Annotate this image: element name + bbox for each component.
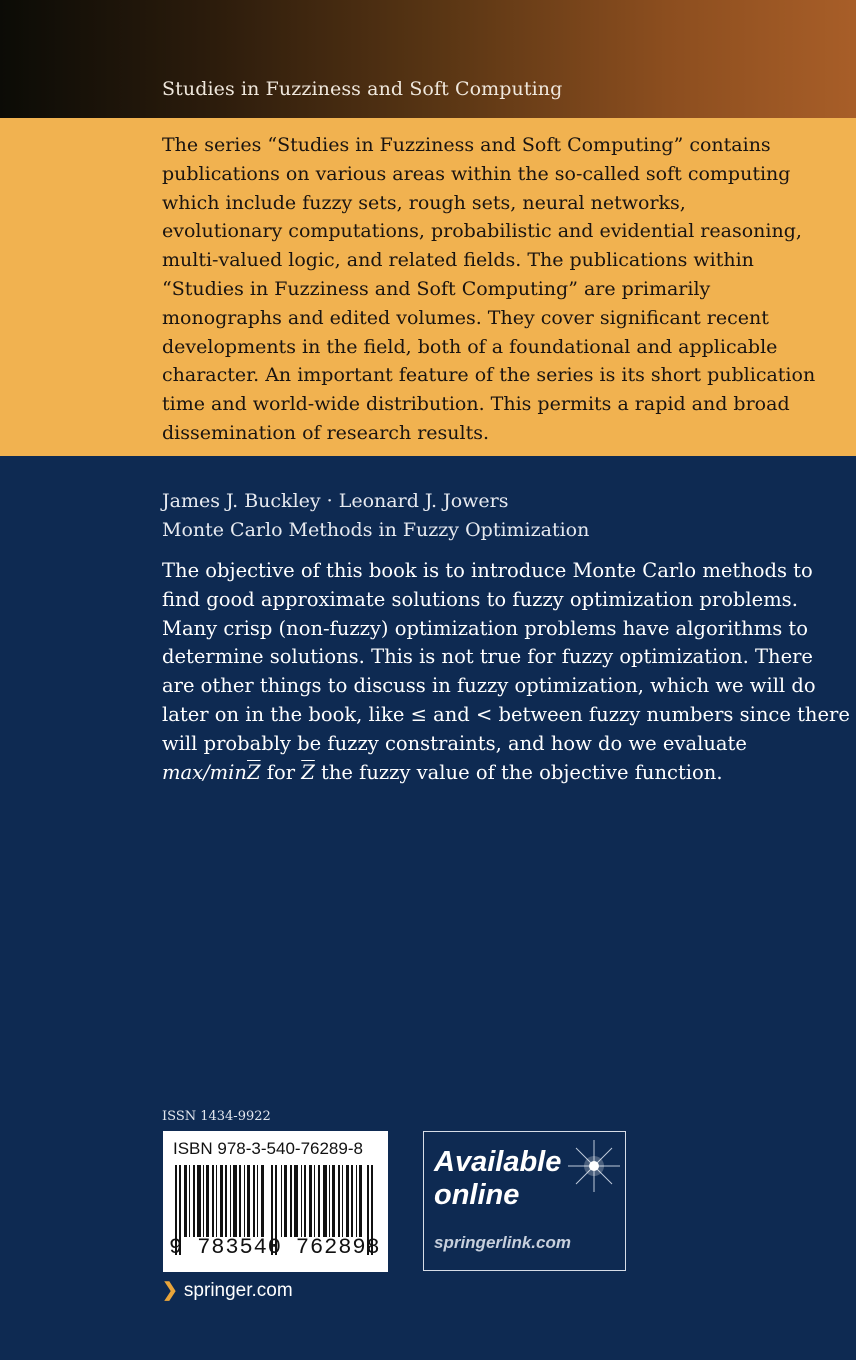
barcode-panel — [163, 1131, 388, 1272]
book-description-line: find good approximate solutions to fuzzy optimization problems. — [162, 587, 798, 611]
barcode-digits: 9 783540 762898 — [169, 1235, 381, 1260]
series-description-line: multi-valued logic, and related fields. The publications within — [162, 249, 754, 272]
series-description-line: “Studies in Fuzziness and Soft Computing” are primarily — [162, 277, 711, 300]
series-header-band — [0, 0, 856, 118]
max-min-label: max/min — [162, 760, 247, 784]
fuzzy-z-symbol: $\overline{Z}$ — [301, 760, 315, 784]
online-line: online — [434, 1179, 520, 1211]
available-online-badge — [423, 1131, 626, 1271]
book-title: Monte Carlo Methods in Fuzzy Optimization — [162, 519, 590, 541]
book-description — [162, 557, 850, 787]
book-description-line: are other things to discuss in fuzzy optimization, which we will do — [162, 674, 816, 698]
series-description-line: time and world-wide distribution. This permits a rapid and broad — [162, 393, 790, 416]
book-description-line: determine solutions. This is not true for fuzzy optimization. There — [162, 645, 813, 669]
text-fragment: the fuzzy value of the objective function. — [314, 760, 723, 784]
text-fragment: for — [260, 760, 302, 784]
series-description-line: publications on various areas within the so-called soft computing — [162, 162, 791, 185]
isbn-label: ISBN 978-3-540-76289-8 — [173, 1139, 363, 1158]
fuzzy-z-symbol: $\overline{Z}$ — [246, 760, 261, 784]
available-online-title — [434, 1146, 604, 1212]
issn-label: ISSN 1434-9922 — [162, 1109, 271, 1124]
series-description-line: developments in the field, both of a foundational and applicable — [162, 335, 778, 358]
series-description — [162, 131, 816, 448]
series-description-line: character. An important feature of the series is its short publication — [162, 364, 816, 387]
book-description-last-line — [162, 759, 802, 788]
available-line: Available — [434, 1146, 562, 1178]
chevron-right-icon: ❯ — [162, 1280, 178, 1301]
publisher-url-text: springer.com — [183, 1280, 293, 1301]
book-description-line: Many crisp (non-fuzzy) optimization problems have algorithms to — [162, 616, 808, 640]
book-description-line: later on in the book, like ≤ and < between fuzzy numbers since there — [162, 702, 850, 726]
springerlink-url: springerlink.com — [434, 1233, 571, 1252]
publisher-url — [162, 1279, 293, 1302]
series-name: Studies in Fuzziness and Soft Computing — [162, 78, 563, 100]
book-authors: James J. Buckley · Leonard J. Jowers — [162, 490, 509, 512]
max-min-expression — [162, 761, 261, 784]
series-description-line: which include fuzzy sets, rough sets, neural networks, — [162, 191, 686, 214]
series-description-line: The series “Studies in Fuzziness and Soft Computing” contains — [162, 134, 771, 156]
series-description-line: dissemination of research results. — [162, 421, 490, 444]
book-description-line: The objective of this book is to introduce Monte Carlo methods to — [162, 559, 813, 582]
series-description-line: monographs and edited volumes. They cover significant recent — [162, 306, 769, 329]
series-description-line: evolutionary computations, probabilistic and evidential reasoning, — [162, 220, 802, 243]
book-description-line: will probably be fuzzy constraints, and how do we evaluate — [162, 731, 747, 755]
